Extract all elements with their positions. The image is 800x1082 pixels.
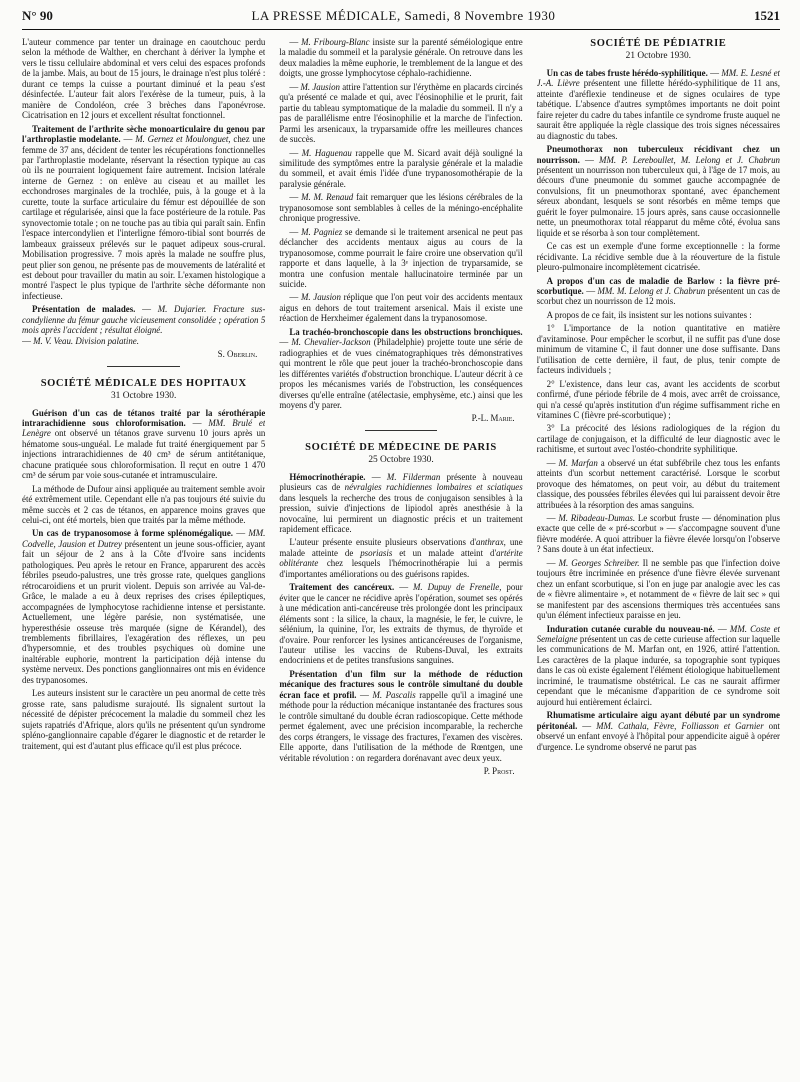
paragraph: 1° L'importance de la notion quantitative en matière d'avitaminose. Pour empêcher le scorbut, il ne suffit pas d'une dose minimum de vitamine C, il faut donner une dose suffisante. Dans l'utilisation de cette dernière, il faut, de plus, tenir compte de facteurs individuels ; (536, 323, 780, 376)
article-text: rappelle qu'il a imaginé une méthode pour la réduction mécanique instantanée des fractures sous le contrôle simultané du double écran radioscopique. Cette méthode permet également, avec une précision incomparable, la recherche des corps étrangers, le vissage des fractures, l'examen des viscères. Elle apporte, dans l'utilisation de la méthode de Rœntgen, une véritable révolution : on regardera dorénavant avec deux yeux. (279, 689, 523, 763)
paragraph: La trachéo-bronchoscopie dans les obstructions bronchiques. — M. Chevalier-Jackson (Philadelphie) projette toute une série de radiographies et de vues cinématographiques très démonstratives qui montrent le rôle que peut jouer la trachéo-bronchoscopie dans les différentes variétés d'obstruction bronchique. L'auteur décrit à ce propos les mécanismes variés de l'obstruction, les conséquences diverses qu'elle entraîne (atélectasie, emphysème, etc.) ainsi que les moyens d'y parer. (279, 326, 523, 410)
article-text: attire l'attention sur l'érythème en placards circinés qu'a présenté ce malade et qui, avec l'éosinophilie et le prurit, fait partie du tableau symptomatique de la maladie du sommeil. Il n'y a pas de parallélisme entre l'éosinophilie et la marche de l'infection. Parmi les arsenicaux, la tryparsamide offre les meilleures chances de succès. (279, 81, 523, 145)
section-title: SOCIÉTÉ DE PÉDIATRIE (590, 38, 727, 49)
paragraph: Un cas de trypanosomose à forme splénomégalique. — MM. Codvelle, Jausion et Dutrey présentent un jeune sous-officier, ayant fait un séjour de 2 ans à la Côte d'Ivoire sans incidents pathologiques. Peu après le retour en France, apparurent des accès fébriles pseudo-palustres, une très grosse rate, quelques ganglions rétrocaroidiens et un prurit violent. Depuis son arrivée au Val-de-Grâce, le malade a eu à deux reprises des crises épileptiques, accompagnées de lymphocytose rachidienne intense et persistante. Actuellement, une légère parésie, non systématisée, une hyperesthésie osseuse très marquée (signe de Kérandel), des tremblements fibrillaires, l'exagération des réflexes, un peu d'hypersomnie, et des troubles psychiques où domine une inaltérable euphorie, montrent la participation déjà intense du système nerveux. Des ponctions ganglionnaires ont mis en évidence des trypanosomes. (22, 528, 266, 685)
paragraph: — M. Ribadeau-Dumas. Le scorbut fruste — dénomination plus exacte que celle de « pré-scorbut » — s'accompagne souvent d'une fièvre modérée. A quoi attribuer la fièvre élevée lorsqu'on l'observe ? Sans doute à un état infectieux. (536, 513, 780, 555)
divider (107, 366, 180, 367)
article-text-italic: névralgies rachidiennes lombaires et sciatiques (344, 482, 523, 493)
paragraph: Hémocrinothérapie. — M. Filderman présente à nouveau plusieurs cas de névralgies rachidiennes lombaires et sciatiques dans lesquels la recherche des trous de conjugaison sensibles à la pression, suivie d'injections de lipiodol après anesthésie à la novocaïne, lui permirent un diagnostic précis et un traitement rapidement efficace. (279, 471, 523, 535)
article-text-italic: psoriasis (360, 547, 393, 558)
article-title: La trachéo-bronchoscopie dans les obstructions bronchiques. (289, 326, 523, 337)
column-1 (22, 37, 265, 1077)
article-title: Présentation d'un film sur la méthode de réduction mécanique des fractures sous le contrôle simultané du double écran face et profil. (279, 668, 523, 700)
article-text: dans lesquels la recherche des trous de conjugaison sensibles à la pression, suivie d'injections de lipiodol après anesthésie à la novocaïne, lui permirent un diagnostic précis et un traitement rapidement efficace. (279, 492, 523, 535)
paragraph: — M. Pagniez se demande si le traitement arsenical ne peut pas déclancher des accidents mentaux aigus au cours de la trypanosomose, comme pourrait le faire croire une observation qu'il rapporte et dans laquelle, à la 3ᵉ injection de tryparsamide, se montra une confusion mentale hallucinatoire terminée par un suicide. (279, 226, 523, 289)
article-text-italic: artérite oblitérante (279, 547, 523, 569)
section-date: 25 Octobre 1930. (368, 455, 434, 466)
author: M. M. Renaud (301, 192, 354, 203)
article-text: et un malade atteint d' (399, 547, 497, 558)
author: M. V. Veau. (33, 335, 74, 346)
paragraph: Induration cutanée curable du nouveau-né. — MM. Coste et Semelaigne présentent un cas de cette curieuse affection sur laquelle les communications de M. Marfan ont, en 1926, attiré l'attention. Les caractères de la plaque indurée, sa topographie sont typiques dans le cas où existe également l'élément étiologique habituellement incriminé, le traumatisme obstétrical. Le cas ne saurait affirmer cependant que le mécanisme d'apparition de ce syndrome soit aujourd hui entièrement éclairci. (536, 623, 780, 707)
paragraph: — M. Fribourg-Blanc insiste sur la parenté séméiologique entre la maladie du sommeil et la paralysie générale. On retrouve dans les deux maladies la même euphorie, le tremblement de la langue et des doigts, une grosse lymphocytose céphalo-rachidienne. (279, 37, 523, 79)
paragraph: 3° La précocité des lésions radiologiques de la région du cartilage de conjugaison, et la difficulté de leur diagnostic avec le rachitisme, et surtout avec l'ostéo-chondrite syphilitique. (536, 423, 780, 455)
paragraph: Les auteurs insistent sur le caractère un peu anormal de cette très grosse rate, sans paludisme surajouté. Ils signalent surtout la nécessité de dépister précocement la maladie du sommeil chez les sujets rapatriés d'Afrique, alors qu'ils ne présentent qu'un syndrome spléno-ganglionnaire capable d'égarer le diagnostic et de retarder le traitement, qui est d'autant plus efficace qu'il est plus précoce. (22, 688, 266, 751)
paragraph: — M. Jausion réplique que l'on peut voir des accidents mentaux aigus en dehors de tout traitement arsenical. Mais il existe une réaction de Herxheimer également dans la trypanosomose. (279, 292, 523, 324)
paragraph: Traitement des cancéreux. — M. Dupuy de Frenelle, pour éviter que le cancer ne récidive après l'opération, soumet ses opérés à une médication anti-cancéreuse très prolongée dont les principaux éléments sont : la silice, la chaux, la magnésie, le fer, le cuivre, le sélénium, la quinine, l'or, les extraits de thymus, de thyroïde et d'ovaire. Pour renforcer les lysines anticancéreuses de l'organisme, l'auteur utilise les vaccins de Rubens-Duval, les extraits endocriniens et de petites transfusions sanguines. (279, 582, 523, 666)
paragraph: Pneumothorax non tuberculeux récidivant chez un nourrisson. — MM. P. Lereboullet, M. Lelong et J. Chabrun présentent un nourrisson non tuberculeux qui, à l'âge de 17 mois, au décours d'une pneumonie du sommet gauche accompagnée de convulsions, fit un pneumothorax spontané, avec épanchement séreux abondant, lesquels se sont résorbés en même temps que guérit le foyer pulmonaire. 15 jours après, sans cause occasionnelle nette, un pneumothorax total réapparut du même côté, évolua sans liquide et se résorba à son tour complètement. (536, 144, 780, 238)
article-text: , une malade atteinte de (279, 537, 523, 558)
signature: S. Oberlin. (217, 349, 258, 360)
author: M. Dupuy de Frenelle, (413, 582, 502, 593)
article-title: Présentation de malades. (32, 304, 136, 315)
section-date: 21 Octobre 1930. (625, 51, 691, 62)
author: MM. E. Lesné et J.-A. Lièvre (536, 67, 780, 89)
page-number: 1521 (753, 8, 780, 23)
article-text: présentent un cas de cette curieuse affection sur laquelle les communications de M. Marfan ont, en 1926, attiré l'attention. Les caractères de la plaque indurée, sa topographie sont typiques dans le cas où existe également l'élément étiologique habituellement incriminé, le traumatisme obstétrical. Le cas ne saurait affirmer cependant que le mécanisme d'apparition de ce syndrome soit aujourd hui entièrement éclairci. (536, 634, 780, 707)
article-title: Induration cutanée curable du nouveau-né. (546, 623, 715, 634)
author: M. Gernez et Moulonguet, (135, 134, 231, 145)
author: M. Haguenau (301, 147, 352, 158)
author: MM. Coste et Semelaigne (536, 623, 780, 645)
article-text: (Philadelphie) projette toute une série de radiographies et de vues cinématographiques très démonstratives qui montrent le rôle que peut jouer la trachéo-bronchoscopie dans les différentes variétés d'obstruction bronchique. L'auteur décrit à ce propos les mécanismes variés de l'obstruction, les conséquences diverses qu'elle entraîne (atélectasie, emphysème, etc.) ainsi que les moyens d'y parer. (279, 337, 523, 410)
paragraph: Présentation d'un film sur la méthode de réduction mécanique des fractures sous le contrôle simultané du double écran face et profil. — M. Pascalis rappelle qu'il a imaginé une méthode pour la réduction mécanique instantanée des fractures sous le contrôle simultané du double écran radioscopique. Cette méthode permet également, avec une précision incomparable, la recherche des corps étrangers, le vissage des fractures, l'examen des viscères. Elle apporte, dans l'utilisation de la méthode de Rœntgen, une véritable révolution : on regardera dorénavant avec deux yeux. (279, 668, 523, 763)
section-date: 31 Octobre 1930. (110, 391, 177, 402)
article-text-italic: anthrax (476, 537, 504, 548)
columns (22, 37, 780, 1077)
paragraph: Ce cas est un exemple d'une forme exceptionnelle : la forme récidivante. La récidive semble due à la réouverture de la fistule pleuro-pulmonaire incomplètement cicatrisée. (536, 241, 780, 273)
article-text: présentent un nourrisson non tuberculeux qui, à l'âge de 17 mois, au décours d'une pneumonie du sommet gauche accompagnée de convulsions, fit un pneumothorax spontané, avec épanchement séreux abondant, lesquels se sont résorbés en même temps que guérit le foyer pulmonaire. 15 jours après, sans cause occasionnelle nette, un pneumothorax total réapparut du même côté, évolua sans liquide et se résorba à son tour complètement. (536, 164, 780, 238)
paragraph: — M. M. Renaud fait remarquer que les lésions cérébrales de la trypanosomose sont semblables à celles de la méningo-encéphalite chronique progressive. (279, 192, 523, 224)
author: MM. Brulé et Lenègre (22, 417, 266, 439)
article-text: fait remarquer que les lésions cérébrales de la trypanosomose sont semblables à celles de la méningo-encéphalite chronique progressive. (279, 192, 523, 224)
author: M. Marfan (558, 457, 598, 468)
article-text: présentent un jeune sous-officier, ayant fait un séjour de 2 ans à la Côte d'Ivoire sans incidents pathologiques. Peu après le retour en France, apparurent des accès fébriles pseudo-palustres, une très grosse rate, quelques ganglions rétrocaroidiens et un prurit violent. Depuis son arrivée au Val-de-Grâce, le malade a eu à deux reprises des crises épileptiques, accompagnées de lymphocytose rachidienne intense et persistante. Actuellement, une légère parésie, non systématisée, une hyperesthésie osseuse très marquée (signe de Kérandel), des tremblements fibrillaires, l'exagération des réflexes, un peu d'hypersomnie, et des troubles psychiques où domine une inaltérable euphorie, montrent la participation déjà intense du système nerveux. Des ponctions ganglionnaires ont mis en évidence des trypanosomes. (22, 538, 266, 685)
paragraph: Traitement de l'arthrite sèche monoarticulaire du genou par l'arthroplastie modelante. — M. Gernez et Moulonguet, chez une femme de 37 ans, décident de tenter les récupérations fonctionnelles par l'arthroplastie modelante, réservant la résection typique au cas où ils ne pourraient logiquement faire autrement. Incision latérale interne de Gernez : on enlève au ciseau et au maillet les ecchondroses marginales de la trochlée, puis, à la gouge et à la curette, toute la surface articulaire du fémur est dépouillée de son cartilage et régularisée, ainsi que la face postérieure de la rotule. Pas synovectomie totale ; on ne touche pas au tibia qui paraît sain. Enfin l'espace intercondylien et l'interligne fémoro-tibial sont bourrés de lambeaux graisseux prélevés sur le paquet adipeux sous-crural. Mobilisation progressive. 7 mois après la malade ne souffre plus, peut plier son genou, ne présente pas de mouvements de latéralité et est debout pour travailler du matin au soir. L'examen histologique a montré l'aspect le plus typique de l'arthrite sèche déformante non infectieuse. (22, 123, 266, 301)
article-text: Fracture sus-condylienne du fémur gauche vicieusement consolidée ; opération 5 mois après l'accident ; résultat éloigné. (22, 304, 266, 336)
signature: P. Prost. (483, 766, 515, 776)
author: MM. M. Lelong et J. Chabrun (597, 285, 706, 296)
author: M. Dujarier. (157, 304, 207, 315)
author: M. Jausion (300, 292, 341, 303)
author: M. Jausion (300, 81, 340, 92)
divider (365, 430, 438, 431)
article-text: présentent une fillette hérédo-syphilitique de 11 ans, atteinte d'aréflexie tendineuse et de signes oculaires de type tabétique. L'absence d'autres symptômes importants ne doit point faire rejeter du cadre du tabes infantile ce syndrome fruste auquel ne saurait être appliquée la règle classique des trois signes nécessaires au diagnostic du tabes. (536, 78, 780, 141)
article-text: pour éviter que le cancer ne récidive après l'opération, soumet ses opérés à une médication anti-cancéreuse très prolongée dont les principaux éléments sont : la silice, la chaux, la magnésie, le fer, le cuivre, le sélénium, la quinine, l'or, les extraits de thymus, de thyroïde et d'ovaire. Pour renforcer les lysines anticancéreuses de l'organisme, l'auteur utilise les vaccins de Rubens-Duval, les extraits endocriniens et de petites transfusions sanguines. (279, 582, 523, 666)
article-text: rappelle que M. Sicard avait déjà souligné la similitude des symptômes entre la paralysie générale et la maladie du sommeil, et avait émis l'idée d'une trypanosomothérapie de la paralysie générale. (279, 147, 523, 189)
article-text: Division palatine. (75, 335, 139, 346)
article-text: Le scorbut fruste — dénomination plus exacte que celle de « pré-scorbut » — s'accompagne souvent d'une fièvre modérée. A quoi attribuer la fièvre élevée lorsqu'on l'observe ? Sans doute à un état infectieux. (536, 513, 780, 555)
paragraph: L'auteur commence par tenter un drainage en caoutchouc perdu selon la méthode de Walther, en cherchant à dériver la lymphe et vers le tissu cellulaire abdominal et vers celui des espaces profonds de la jambe. Mais, au bout de 15 jours, le drainage n'est plus toléré : durant ce temps la cuisse a pourtant diminué et la peau s'est désinfectée. L'auteur fait alors l'exérèse de la tumeur, puis, à la manière de Condoléon, crée 3 brèches dans l'aponévrose. Cicatrisation en 12 jours et excellent résultat fonctionnel. (22, 37, 266, 121)
article-text: présentent un cas de scorbut chez un nourrisson de 12 mois. (536, 285, 780, 307)
author: M. Georges Schreiber. (558, 557, 640, 568)
paragraph: Guérison d'un cas de tétanos traité par la sérothérapie intrarachidienne sous chloroformisation. — MM. Brulé et Lenègre ont observé un tétanos grave survenu 10 jours après un hématome sous-unguéal. Le malade fut traité énergiquement par 5 injections intrarachidiennes de 40 cm³ de sérum antitétanique, chacune pratiquée sous chloroformisation. Il reçut en outre 1 470 cm³ de sérum par voie sous-cutanée et intramusculaire. (22, 407, 266, 481)
article-text: Il ne semble pas que l'infection doive toujours être incriminée en présence d'une fièvre élevée survenant chez un enfant scorbutique, si l'on en juge par analogie avec les cas de « fièvre alimentaire », et notamment de « fièvre de lait sec » qui se manifestent par des ascensions thermiques très accentuées sans qu'un élément infectieux paraisse en jeu. (536, 557, 780, 621)
paragraph: Présentation de malades. — M. Dujarier. Fracture sus-condylienne du fémur gauche vicieusement consolidée ; opération 5 mois après l'accident ; résultat éloigné. — M. V. Veau. Division palatine. (22, 304, 266, 346)
author: MM. Cathala, Fèvre, Folliasson et Garnier (596, 720, 764, 731)
article-text: se demande si le traitement arsenical ne peut pas déclancher des accidents mentaux aigus au cours de la trypanosomose, comme pourrait le faire croire une observation qu'il rapporte et dans laquelle, à la 3ᵉ injection de tryparsamide, se montra une confusion mentale hallucinatoire terminée par un suicide. (279, 226, 523, 289)
author: M. Fribourg-Blanc (301, 37, 370, 47)
paragraph (279, 537, 522, 579)
author: M. Pagniez (301, 226, 343, 237)
section-title: SOCIÉTÉ MÉDICALE DES HOPITAUX (40, 377, 247, 389)
paragraph: — M. Marfan a observé un état subfébrile chez tous les enfants atteints d'un scorbut nettement caractérisé. Lorsque le scorbut provoque des hématomes, on peut voir, au début du traitement classique, des poussées fébriles élevées qui lui paraissent devoir être attribuées à la résorption des amas sanguins. (536, 457, 780, 510)
paragraph: A propos de ce fait, ils insistent sur les notions suivantes : (546, 309, 752, 320)
author: MM. Codvelle, Jausion et Dutrey (22, 528, 266, 549)
column-3 (537, 37, 780, 1077)
article-text: insiste sur la parenté séméiologique entre la maladie du sommeil et la paralysie générale. On retrouve dans les deux maladies la même euphorie, le tremblement de la langue et des doigts, une grosse lymphocytose céphalo-rachidienne. (279, 37, 523, 79)
article-title: Traitement de l'arthrite sèche monoarticulaire du genou par l'arthroplastie modelante. (22, 123, 266, 145)
author: M. Pascalis (372, 689, 416, 700)
article-text: chez une femme de 37 ans, décident de tenter les récupérations fonctionnelles par l'arthroplastie modelante, réservant la résection typique au cas où ils ne pourraient logiquement faire autrement. Incision latérale interne de Gernez : on enlève au ciseau et au maillet les ecchondroses marginales de la trochlée, puis, à la gouge et à la curette, toute la surface articulaire du fémur est dépouillée de son cartilage et régularisée, ainsi que la face postérieure de la rotule. Pas synovectomie totale ; on ne touche pas au tibia qui paraît sain. Enfin l'espace intercondylien et l'interligne fémoro-tibial sont bourrés de lambeaux graisseux prélevés sur le paquet adipeux sous-crural. Mobilisation progressive. 7 mois après la malade ne souffre plus, peut plier son genou, ne présente pas de mouvements de latéralité et est debout pour travailler du matin au soir. L'examen histologique a montré l'aspect le plus typique de l'arthrite sèche déformante non infectieuse. (22, 134, 266, 301)
paragraph: A propos d'un cas de maladie de Barlow : la fièvre pré-scorbutique. — MM. M. Lelong et J. Chabrun présentent un cas de scorbut chez un nourrisson de 12 mois. (536, 275, 780, 307)
article-text: chez lesquels l'hémocrinothérapie lui a permis d'importantes améliorations ou des guérisons rapides. (279, 558, 523, 579)
paragraph: La méthode de Dufour ainsi appliquée au traitement semble avoir été extrêmement utile. Cependant elle n'a pas toujours été suivie du même succès et 2 cas de tétanos, en apparence moins graves que celui-ci, ont été mortels, bien que traités par la même méthode. (22, 483, 266, 526)
article-text: réplique que l'on peut voir des accidents mentaux aigus en dehors de tout traitement arsenical. Mais il existe une réaction de Herxheimer également dans la trypanosomose. (279, 292, 523, 324)
paragraph: 2° L'existence, dans leur cas, avant les accidents de scorbut confirmé, d'une période fébrile de 4 mois, avec arrêt de croissance, qui n'a cessé qu'après institution d'un régime suffisamment riche en vitamines C (fièvre pré-scorbutique) ; (536, 378, 780, 420)
article-text: ont observé un enfant envoyé à l'hôpital pour appendicite aiguë à opérer d'urgence. Le syndrome observé ne parut pas (536, 720, 780, 752)
paragraph: Un cas de tabes fruste hérédo-syphilitique. — MM. E. Lesné et J.-A. Lièvre présentent une fillette hérédo-syphilitique de 11 ans, atteinte d'aréflexie tendineuse et de signes oculaires de type tabétique. L'absence d'autres symptômes importants ne doit point faire rejeter du cadre du tabes infantile ce syndrome fruste auquel ne saurait être appliquée la règle classique des trois signes nécessaires au diagnostic du tabes. (536, 67, 780, 141)
author: M. Chevalier-Jackson (291, 337, 371, 348)
author: M. Filderman (386, 471, 441, 482)
signature: P.-L. Marie. (471, 413, 515, 424)
column-2 (279, 37, 522, 1077)
running-head (22, 8, 780, 30)
article-title: Un cas de trypanosomose à forme splénomégalique. (32, 528, 233, 539)
article-title: Pneumothorax non tuberculeux récidivant chez un nourrisson. (536, 144, 780, 165)
section-title: SOCIÉTÉ DE MÉDECINE DE PARIS (305, 441, 497, 453)
article-title: Traitement des cancéreux. (289, 582, 395, 593)
article-text: présente à nouveau plusieurs cas de (279, 471, 523, 493)
article-title: Guérison d'un cas de tétanos traité par la sérothérapie intrarachidienne sous chloroformisation. (22, 407, 266, 428)
paragraph: — M. Georges Schreiber. Il ne semble pas que l'infection doive toujours être incriminée en présence d'une fièvre élevée survenant chez un enfant scorbutique, si l'on en juge par analogie avec les cas de « fièvre alimentaire », et notamment de « fièvre de lait sec » qui se manifestent par des ascensions thermiques très accentuées sans qu'un élément infectieux paraisse en jeu. (536, 557, 780, 621)
issue-number: N° 90 (22, 8, 53, 23)
article-title: Un cas de tabes fruste hérédo-syphilitique. (546, 67, 708, 78)
article-text: ont observé un tétanos grave survenu 10 jours après un hématome sous-unguéal. Le malade fut traité énergiquement par 5 injections intrarachidiennes de 40 cm³ de sérum antitétanique, chacune pratiquée sous chloroformisation. Il reçut en outre 1 470 cm³ de sérum par voie sous-cutanée et intramusculaire. (22, 428, 266, 481)
paragraph: — M. Haguenau rappelle que M. Sicard avait déjà souligné la similitude des symptômes entre la paralysie générale et la maladie du sommeil, et avait émis l'idée d'une trypanosomothérapie de la paralysie générale. (279, 147, 523, 189)
paragraph: — M. Jausion attire l'attention sur l'érythème en placards circinés qu'a présenté ce malade et qui, avec l'éosinophilie et le prurit, fait partie du tableau symptomatique de la maladie du sommeil. Il n'y a pas de parallélisme entre l'éosinophilie et la marche de l'infection. Parmi les arsenicaux, la tryparsamide offre les meilleures chances de succès. (279, 81, 523, 145)
article-text: L'auteur présente ensuite plusieurs observations d' (289, 537, 477, 548)
article-title: Rhumatisme articulaire aigu ayant débuté par un syndrome péritonéal. (536, 710, 780, 731)
journal-title: LA PRESSE MÉDICALE, Samedi, 8 Novembre 1930 (251, 8, 556, 23)
article-title: Hémocrinothérapie. (289, 471, 366, 482)
author: MM. P. Lereboullet, M. Lelong et J. Chabrun (599, 154, 780, 165)
paragraph: Rhumatisme articulaire aigu ayant débuté par un syndrome péritonéal. — MM. Cathala, Fèvre, Folliasson et Garnier ont observé un enfant envoyé à l'hôpital pour appendicite aiguë à opérer d'urgence. Le syndrome observé ne parut pas (536, 710, 780, 752)
article-title: A propos d'un cas de maladie de Barlow : la fièvre pré-scorbutique. (536, 275, 780, 296)
article-text: a observé un état subfébrile chez tous les enfants atteints d'un scorbut nettement caractérisé. Lorsque le scorbut provoque des hématomes, on peut voir, au début du traitement classique, des poussées fébriles élevées qui lui paraissent devoir être attribuées à la résorption des amas sanguins. (536, 457, 780, 510)
author: M. Ribadeau-Dumas. (558, 513, 636, 524)
